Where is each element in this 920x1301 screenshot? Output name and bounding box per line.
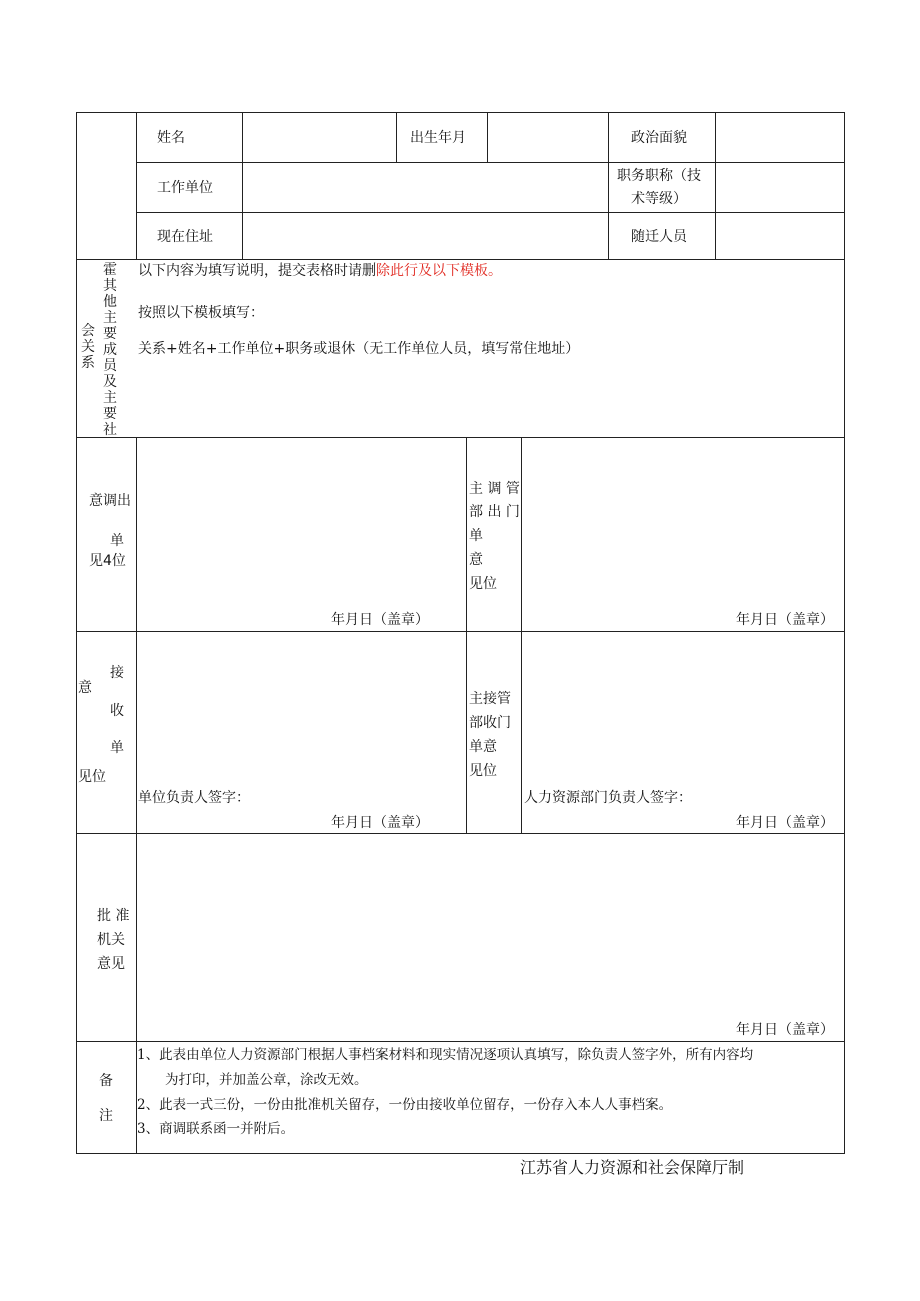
- approval-opinion[interactable]: [140, 838, 840, 1008]
- rule-remarks-top: [76, 1041, 845, 1042]
- approval-date: 年月日（盖章）: [736, 1022, 834, 1038]
- rule-approval-top: [76, 833, 845, 834]
- receive-unit-label-2: 意: [78, 680, 92, 696]
- rule-relations-top: [76, 259, 845, 260]
- political-label: 政治面貌: [631, 130, 687, 146]
- remarks-item-2: 2、此表一式三份，一份由批准机关留存，一份由接收单位留存，一份存入本人人事档案。: [137, 1097, 673, 1113]
- border-bottom: [76, 1153, 845, 1154]
- rule-political-value: [715, 112, 716, 259]
- issuer-footer: 江苏省人力资源和社会保障厅制: [520, 1158, 745, 1177]
- rule-receive-top: [76, 631, 845, 632]
- transfer-out-dept-opinion[interactable]: [525, 442, 841, 602]
- border-right: [844, 112, 845, 1154]
- rule-dept-label-left: [466, 437, 467, 833]
- transfer-out-unit-opinion[interactable]: [140, 442, 462, 602]
- name-value[interactable]: [246, 114, 394, 160]
- relations-side-label-col1: 会关系: [81, 323, 95, 371]
- birth-value[interactable]: [491, 114, 605, 160]
- remarks-label-1: 备: [99, 1073, 113, 1089]
- name-label: 姓名: [157, 130, 185, 146]
- birth-label: 出生年月: [410, 130, 466, 146]
- work-unit-label: 工作单位: [157, 180, 213, 196]
- political-value[interactable]: [719, 114, 841, 160]
- transfer-out-dept-label-2: 部 出 门: [469, 504, 520, 520]
- receive-unit-label-5: 见位: [78, 769, 106, 785]
- family-label: 随迁人员: [631, 229, 687, 245]
- transfer-out-unit-label-1: 意调出: [89, 493, 131, 509]
- approval-label-3: 意见: [97, 956, 125, 972]
- receive-unit-opinion[interactable]: [140, 636, 462, 786]
- remarks-item-1a: 1、此表由单位人力资源部门根据人事档案材料和现实情况逐项认真填写，除负责人签字外，所有内容均: [137, 1047, 754, 1063]
- relations-template-line[interactable]: 关系+姓名+工作单位+职务或退休（无工作单位人员，填写常住地址）: [138, 341, 580, 357]
- transfer-out-unit-label-2: 单: [110, 533, 124, 549]
- transfer-out-dept-date: 年月日（盖章）: [736, 612, 834, 628]
- relations-instruction-black: 以下内容为填写说明，提交表格时请删: [138, 263, 376, 279]
- receive-unit-label-3: 收: [110, 703, 124, 719]
- work-unit-value[interactable]: [246, 164, 604, 210]
- receive-dept-opinion[interactable]: [525, 636, 841, 786]
- remarks-item-1b: 为打印，并加盖公章，涂改无效。: [165, 1072, 368, 1088]
- receive-dept-sign-label: 人力资源部门负责人签字：: [524, 790, 692, 806]
- transfer-out-dept-label-4: 意: [469, 552, 483, 568]
- rule-name-value: [242, 112, 243, 259]
- receive-dept-label-4: 见位: [469, 763, 497, 779]
- approval-label-1: 批 准: [97, 908, 130, 924]
- receive-unit-date: 年月日（盖章）: [331, 815, 429, 831]
- relations-instruction-red: 除此行及以下模板。: [376, 263, 502, 279]
- receive-unit-sign-label: 单位负责人签字：: [138, 790, 250, 806]
- rule-birth-label: [396, 112, 397, 162]
- border-top: [76, 112, 845, 113]
- address-label: 现在住址: [157, 229, 213, 245]
- receive-unit-label-1: 接: [110, 665, 124, 681]
- rule-label-col: [136, 112, 137, 259]
- rule-transfer-top: [76, 437, 845, 438]
- relations-side-label-col2: 霍其他主要成员及主要社: [103, 262, 117, 438]
- transfer-out-dept-label-3: 单: [469, 528, 483, 544]
- transfer-out-dept-label-1: 主 调 管: [469, 481, 520, 497]
- approval-label-2: 机关: [97, 932, 125, 948]
- relations-template-hint: 按照以下模板填写：: [138, 305, 264, 321]
- rule-political-label: [608, 112, 609, 259]
- receive-dept-date: 年月日（盖章）: [736, 815, 834, 831]
- receive-dept-label-2: 部收门: [469, 715, 511, 731]
- relations-instruction: [138, 262, 502, 280]
- job-title-value[interactable]: [719, 164, 841, 210]
- receive-dept-label-3: 单意: [469, 739, 497, 755]
- remarks-label-2: 注: [99, 1108, 113, 1124]
- family-value[interactable]: [719, 214, 841, 258]
- receive-dept-label-1: 主接管: [469, 691, 511, 707]
- job-title-label-line2: 术等级）: [631, 191, 687, 207]
- remarks-item-3: 3、商调联系函一并附后。: [137, 1121, 295, 1137]
- address-value[interactable]: [246, 214, 604, 258]
- transfer-out-dept-label-5: 见位: [469, 576, 497, 592]
- transfer-out-unit-label-3: 见4位: [89, 553, 126, 569]
- receive-unit-label-4: 单: [110, 740, 124, 756]
- border-left: [76, 112, 77, 1154]
- rule-birth-value: [487, 112, 488, 162]
- job-title-label-line1: 职务职称（技: [617, 168, 701, 184]
- transfer-out-unit-date: 年月日（盖章）: [331, 612, 429, 628]
- rule-dept-label-right: [521, 437, 522, 833]
